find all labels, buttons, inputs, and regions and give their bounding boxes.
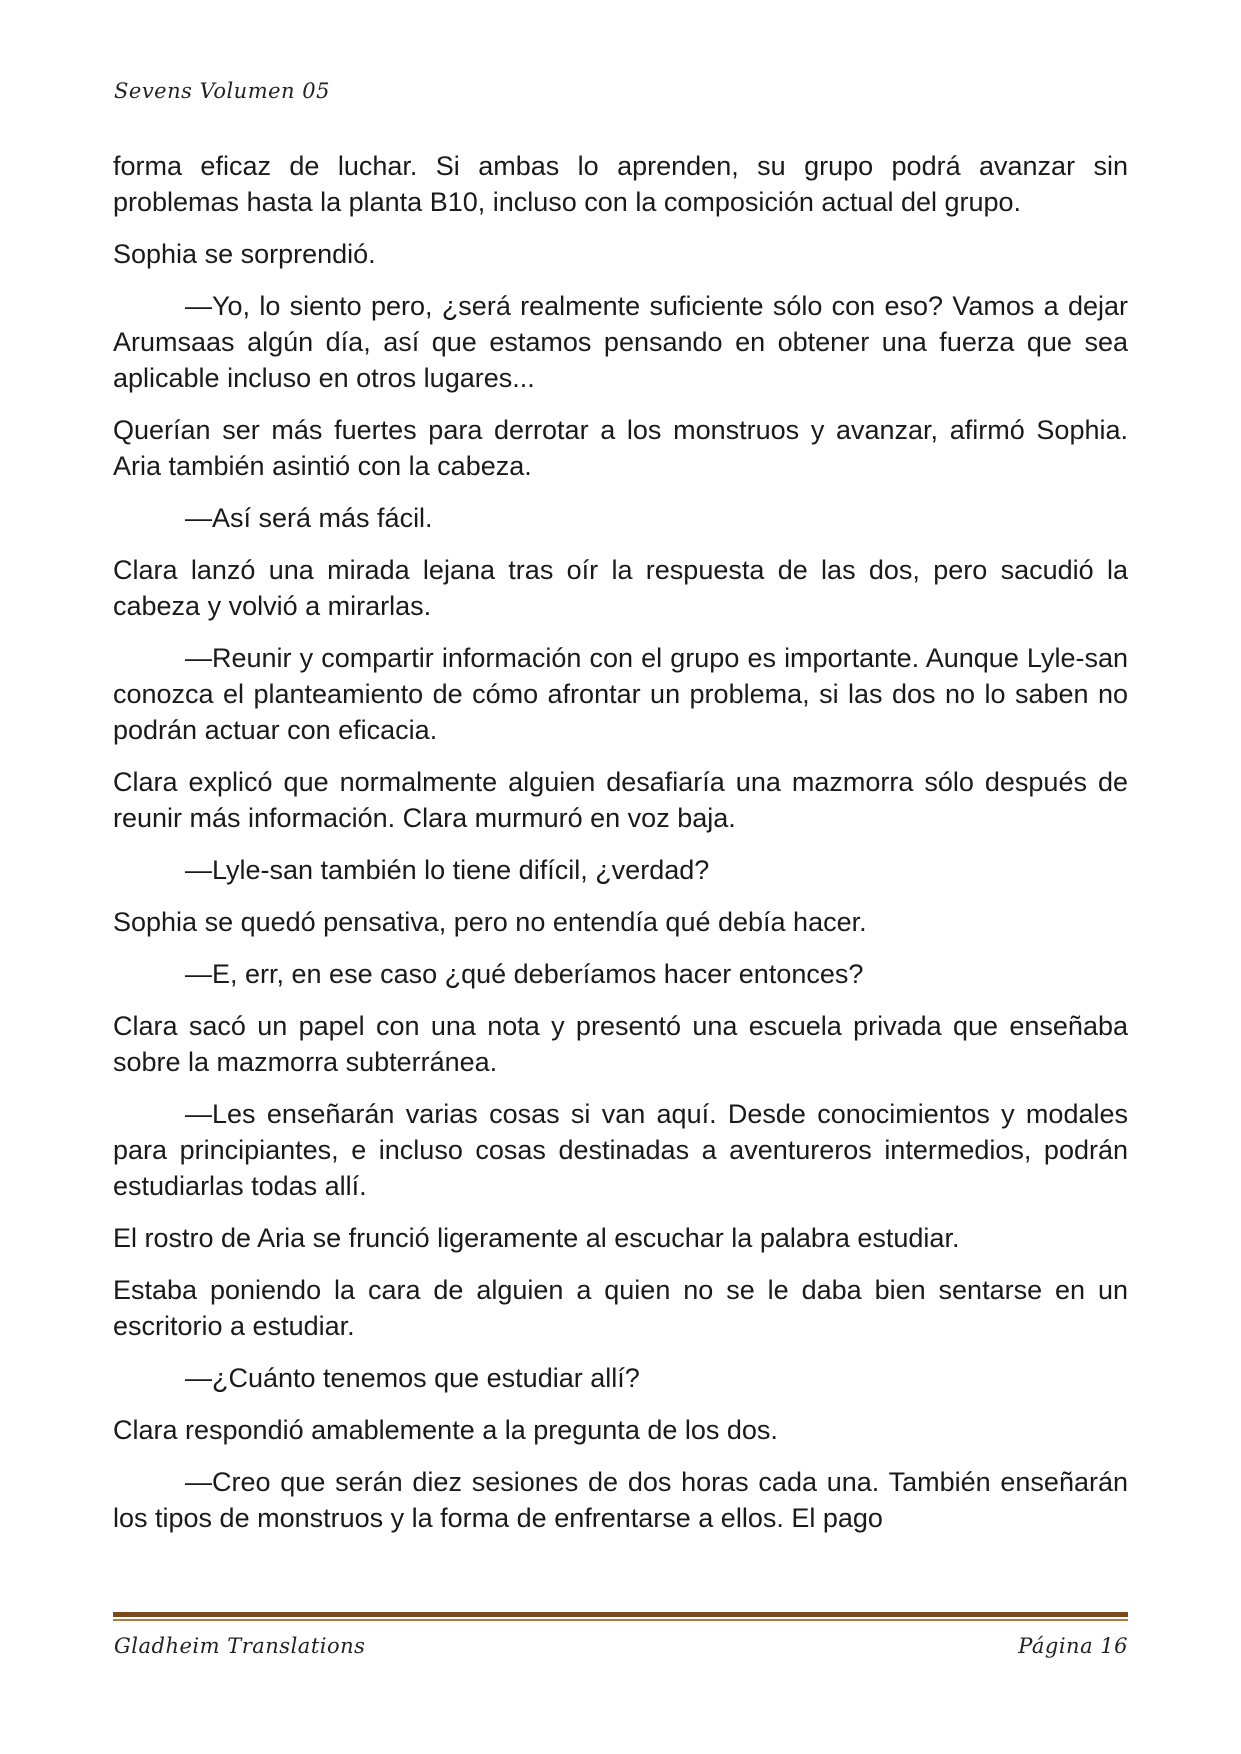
paragraph-narration: forma eficaz de luchar. Si ambas lo aprenden, su grupo podrá avanzar sin problemas hasta la planta B10, incluso con la composición actual del grupo. <box>113 151 1128 217</box>
paragraph-narration: Clara sacó un papel con una nota y presentó una escuela privada que enseñaba sobre la mazmorra subterránea. <box>113 1011 1128 1077</box>
paragraph-narration: Estaba poniendo la cara de alguien a quien no se le daba bien sentarse en un escritorio a estudiar. <box>113 1275 1128 1341</box>
paragraph-dialogue: —Les enseñarán varias cosas si van aquí. Desde conocimientos y modales para principiantes, e incluso cosas destinadas a aventureros intermedios, podrán estudiarlas todas allí. <box>113 1099 1128 1201</box>
paragraph-narration: Sophia se quedó pensativa, pero no entendía qué debía hacer. <box>113 907 867 937</box>
running-header: Sevens Volumen 05 <box>114 79 330 103</box>
footer-rule-thick <box>113 1612 1128 1617</box>
paragraph-dialogue: —E, err, en ese caso ¿qué deberíamos hacer entonces? <box>185 959 864 989</box>
body-text <box>113 148 1128 1552</box>
paragraph-dialogue: —Reunir y compartir información con el grupo es importante. Aunque Lyle-san conozca el planteamiento de cómo afrontar un problema, si las dos no lo saben no podrán actuar con eficacia. <box>113 643 1128 745</box>
paragraph-narration: Sophia se sorprendió. <box>113 239 376 269</box>
paragraph-dialogue: —¿Cuánto tenemos que estudiar allí? <box>185 1363 640 1393</box>
paragraph-dialogue: —Yo, lo siento pero, ¿será realmente suficiente sólo con eso? Vamos a dejar Arumsaas algún día, así que estamos pensando en obtener una fuerza que sea aplicable incluso en otros lugares... <box>113 291 1128 393</box>
footer-rule-thin <box>113 1619 1128 1621</box>
paragraph-narration: Clara explicó que normalmente alguien desafiaría una mazmorra sólo después de reunir más información. Clara murmuró en voz baja. <box>113 767 1128 833</box>
paragraph-dialogue: —Así será más fácil. <box>185 503 433 533</box>
footer-rule <box>113 1612 1128 1621</box>
page-number: Página 16 <box>1018 1634 1128 1658</box>
paragraph-dialogue: —Creo que serán diez sesiones de dos horas cada una. También enseñarán los tipos de monstruos y la forma de enfrentarse a ellos. El pago <box>113 1467 1128 1533</box>
paragraph-dialogue: —Lyle-san también lo tiene difícil, ¿verdad? <box>185 855 710 885</box>
paragraph-narration: Querían ser más fuertes para derrotar a los monstruos y avanzar, afirmó Sophia. Aria también asintió con la cabeza. <box>113 415 1128 481</box>
footer-publisher: Gladheim Translations <box>114 1634 366 1658</box>
paragraph-narration: Clara lanzó una mirada lejana tras oír la respuesta de las dos, pero sacudió la cabeza y volvió a mirarlas. <box>113 555 1128 621</box>
paragraph-narration: Clara respondió amablemente a la pregunta de los dos. <box>113 1415 778 1445</box>
paragraph-narration: El rostro de Aria se frunció ligeramente al escuchar la palabra estudiar. <box>113 1223 960 1253</box>
